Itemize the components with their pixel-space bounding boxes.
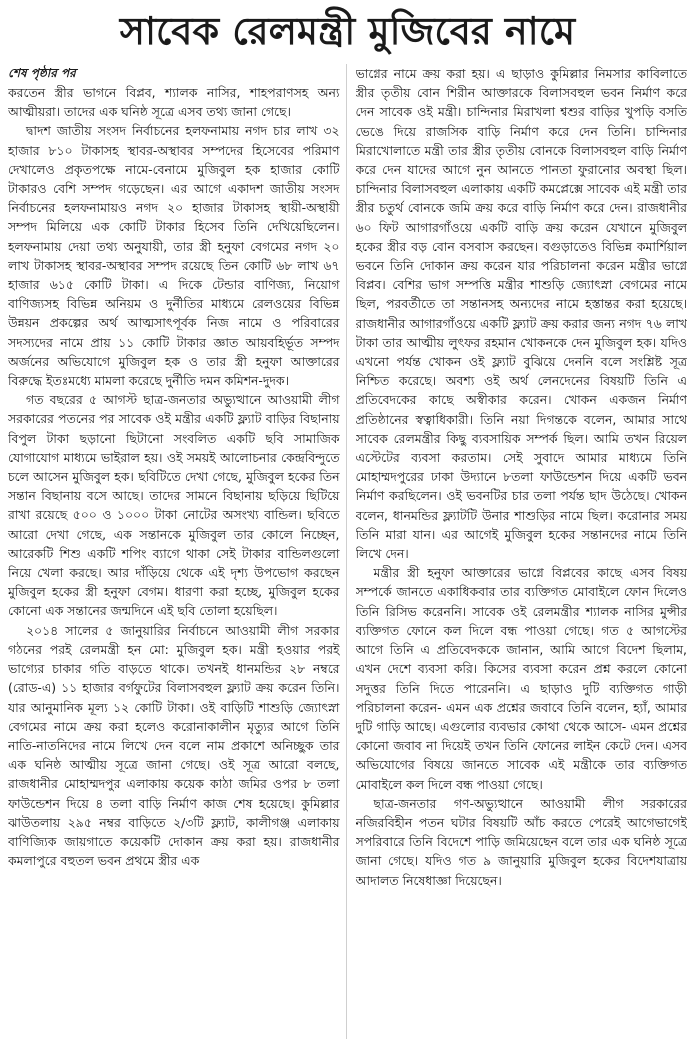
article-body — [8, 64, 687, 1039]
paragraph: করতেন স্ত্রীর ভাগনে বিপ্লব, শ্যালক নাসির, শাহপরাণসহ অন্য আত্মীয়রা। তাদের এক ঘনিষ্ঠ সূত্রে এসব তথ্য জানা গেছে। — [8, 85, 340, 120]
paragraph: মন্ত্রীর স্ত্রী হনুফা আক্তারের ভাগ্নে বিপ্লবের কাছে এসব বিষয় সম্পর্কে জানতে একাধিকবার তার ব্যক্তিগত মোবাইলে ফোন দিলেও তিনি রিসিভ করেননি। সাবেক ওই রেলমন্ত্রীর শ্যালক নাসির মুন্সীর ব্যক্তিগত ফোনে কল দিলে বন্ধ পাওয়া গেছে। গত ৫ আগস্টের আগে তিনি এ প্রতিবেদককে জানান, আমি আগে বিদেশ ছিলাম, এখন দেশে ব্যবসা করি। কিসের ব্যবসা করেন প্রশ্ন করলে কোনো সদুত্তর তিনি দিতে পারেননি। এ ছাড়াও দুটি ব্যক্তিগত গাড়ী পরিচালনা করেন- এমন এক প্রশ্নের জবাবে তিনি বলেন, হ্যাঁ, আমার দুটি গাড়ি আছে। এগুলোর ব্যবভার কোথা থেকে আসে- এমন প্রশ্নের কোনো জবাব না দিয়েই তখন তিনি ফোনের লাইন কেটে দেন। এসব অভিযোগের বিষয়ে জানতে সাবেক এই মন্ত্রীকে তার ব্যক্তিগত মোবাইলে কল দিলে বন্ধ পাওয়া গেছে। — [355, 565, 687, 792]
right-column — [356, 64, 688, 1039]
paragraph: গত বছরের ৫ আগস্ট ছাত্র-জনতার অভ্যুত্থানে আওয়ামী লীগ সরকারের পতনের পর সাবেক ওই মন্ত্রীর একটি ফ্ল্যাট বাড়ির বিছানায় বিপুল টাকা ছড়ানো ছিটানো সংবলিত একটি ছবি সামাজিক যোগাযোগ মাধ্যমে ভাইরাল হয়। ওই সময়ই আলোচনার কেন্দ্রবিন্দুতে চলে আসেন মুজিবুল হক। ছবিটিতে দেখা গেছে, মুজিবুল হকের তিন সন্তান বিছানায় বসে আছে। তাদের সামনে বিছানায় ছড়িয়ে ছিটিয়ে রাখা রয়েছে ৫০০ ও ১০০০ টাকা নোটের অসংখ্য বান্ডিল। ছবিতে আরো দেখা গেছে, এক সন্তানকে মুজিবুল তার কোলে নিচ্ছেন, আরেকটি শিশু একটি শপিং ব্যাগে থাকা সেই টাকার বান্ডিলগুলো নিয়ে খেলা করছে। আর দাঁড়িয়ে থেকে এই দৃশ্য উপভোগ করছেন মুজিবুল হকের স্ত্রী হনুফা বেগম। ধারণা করা হচ্ছে, মুজিবুল হকের কোনো এক সন্তানের জন্মদিনে এই ছবি তোলা হয়েছিল। — [8, 392, 340, 619]
headline: সাবেক রেলমন্ত্রী মুজিবের নামে — [119, 9, 576, 53]
left-column — [8, 64, 340, 1039]
continued-from-label: শেষ পৃষ্ঠার পর — [8, 66, 76, 80]
paragraph: ছাত্র-জনতার গণ-অভ্যুত্থানে আওয়ামী লীগ সরকারের নজিরবিহীন পতন ঘটার বিষয়টি আঁচ করতে পেরেই আগেভাগেই সপরিবারে তিনি বিদেশে পাড়ি জমিয়েছেন বলে তার এক ঘনিষ্ঠ সূত্রে জানা গেছে। যদিও গত ৯ জানুয়ারি মুজিবুল হকের বিদেশযাত্রায় আদালত নিষেধাজ্ঞা দিয়েছেন। — [355, 795, 687, 888]
paragraph: ২০১৪ সালের ৫ জানুয়ারির নির্বাচনে আওয়ামী লীগ সরকার গঠনের পরই রেলমন্ত্রী হন মো: মুজিবুল হক। মন্ত্রী হওয়ার পরই ভাগ্যের চাকার গতি বাড়তে থাকে। তখনই ধানমন্ডির ২৮ নম্বরে (রোড-এ) ১১ হাজার বর্গফুটের বিলাসবহুল ফ্ল্যাট ক্রয় করেন তিনি। যার আনুমানিক মূল্য ১২ কোটি টাকা। ওই বাড়িটি শাশুড়ি জ্যোৎস্না বেগমের নামে ক্রয় করা হলেও করোনাকালীন মৃত্যুর আগে তিনি নাতি-নাতনিদের নামে লিখে দেন বলে নাম প্রকাশে অনিচ্ছুক তার এক ঘনিষ্ঠ আত্মীয় সূত্রে জানা গেছে। ওই সূত্র আরো বলছে, রাজধানীর মোহাম্মদপুর এলাকায় কয়েক কাঠা জমির ওপর ৮ তলা ফাউন্ডেশন দিয়ে ৪ তলা বাড়ি নির্মাণ কাজ শেষ হয়েছে। কুমিল্লার ঝাউতলায় ২৯৫ নম্বর বাড়িতে ২/৩টি ফ্ল্যাট, কালীগঞ্জ এলাকায় বাণিজ্যিক জায়গাতে কয়েকটি দোকান ক্রয় করা হয়। রাজধানীর কমলাপুরে বহুতল ভবন প্রথমে স্ত্রীর এক — [8, 622, 340, 869]
paragraph: দ্বাদশ জাতীয় সংসদ নির্বাচনের হলফনামায় নগদ চার লাখ ৩২ হাজার ৮১০ টাকাসহ স্থাবর-অস্থাবর সম্পদের হিসেবের পরিমাণ দেখালেও প্রকৃতপক্ষে নামে-বেনামে মুজিবুল হক হাজার কোটি টাকারও বেশি সম্পদ গড়েছেন। এর আগে একাদশ জাতীয় সংসদ নির্বাচনের হলফনামায়ও নগদ ২০ হাজার টাকাসহ স্থায়ী-অস্থায়ী সম্পদ মিলিয়ে এক কোটি টাকার হিসেব তিনি দেখিয়েছিলেন। হলফনামায় দেয়া তথ্য অনুযায়ী, তার স্ত্রী হনুফা বেগমের নগদ ২০ লাখ টাকাসহ স্থাবর-অস্থাবর সম্পদ রয়েছে তিন কোটি ৬৮ লাখ ৬৭ হাজার ৬১৫ কোটি টাকা। এ দিকে টেন্ডার বাণিজ্য, নিয়োগ বাণিজ্যসহ বিভিন্ন অনিয়ম ও দুর্নীতির মাধ্যমে রেলওয়ের বিভিন্ন উন্নয়ন প্রকল্পের অর্থ আত্মসাৎপূর্বক নিজ নামে ও পরিবারের সদস্যদের নামে প্রায় ১১ কোটি টাকার জ্ঞাত আয়বহির্ভূত সম্পদ অর্জনের অভিযোগে মুজিবুল হক ও তার স্ত্রী হনুফা আক্তারের বিরুদ্ধে ইতঃমধ্যে মামলা করেছে দুর্নীতি দমন কমিশন-দুদক। — [8, 123, 340, 389]
paragraph: ভাগ্নের নামে ক্রয় করা হয়। এ ছাড়াও কুমিল্লার নিমসার কাবিলাতে স্ত্রীর তৃতীয় বোন শিরীন আক্তারকে বিলাসবহুল ভবন নির্মাণ করে দেন সাবেক ওই মন্ত্রী। চান্দিনার মিরাখলা শ্বশুর বাড়ির খুপড়ি বসতি ভেঙে দিয়ে রাজসিক বাড়ি নির্মাণ করে দেন তিনি। চান্দিনার মিরাখোলাতে মন্ত্রী তার স্ত্রীর তৃতীয় বোনকে বিলাসবহুল বাড়ি নির্মাণ করে দেন যাদের আগে নুন আনতে পানতা ফুরানোর অবস্থা ছিল। চান্দিনার বিলাসবহুল এলাকায় একটি কমপ্লেক্সে সাবেক এই মন্ত্রী তার স্ত্রীর চতুর্থ বোনকে জমি ক্রয় করে বাড়ি নির্মাণ করে দেন। রাজধানীর ৬০ ফিট আগারগাঁওয়ে একটি বাড়ি ক্রয় করেন যেখানে মুজিবুল হকের স্ত্রীর বড় বোন বসবাস করছেন। বগুড়াতেও বিভিন্ন কমার্শিয়াল ভবনে তিনি দোকান ক্রয় করেন যার পরিচালনা করেন মন্ত্রীর ভাগ্নে বিপ্লব। বেশির ভাগ সম্পত্তি মন্ত্রীর শাশুড়ি জ্যোৎস্না বেগমের নামে ছিল, পরবর্তীতে তা সন্তানসহ অন্যদের নামে হস্তান্তর করা হয়েছে। রাজধানীর আগারগাঁওয়ে একটি ফ্ল্যাট ক্রয় করার জন্য নগদ ৭৬ লাখ টাকা তার আত্মীয় লুৎফর রহমান খোকনকে দেন মুজিবুল হক। যদিও এখনো পর্যন্ত খোকন ওই ফ্ল্যাট বুঝিয়ে দেননি বলে সংশ্লিষ্ট সূত্র নিশ্চিত করেছে। অবশ্য ওই অর্থ লেনদেনের বিষয়টি তিনি এ প্রতিবেদকের কাছে অস্বীকার করেন। খোকন একজন নির্মাণ প্রতিষ্ঠানের স্বত্বাধিকারী। তিনি নয়া দিগন্তকে বলেন, আমার সাথে সাবেক রেলমন্ত্রীর কিছু ব্যবসায়িক সম্পর্ক ছিল। আমি তখন রিয়েল এস্টেটের ব্যবসা করতাম। সেই সুবাদে আমার মাধ্যমে তিনি মোহাম্মদপুরের ঢাকা উদ্যানে ৮তলা ফাউন্ডেশন দিয়ে একটি ভবন নির্মাণ করছিলেন। ওই ভবনটির চার তলা পর্যন্ত ছাদ উঠেছে। খোকন বলেন, ধানমন্ডির ফ্ল্যাটটি উনার শাশুড়ির নামে ছিল। করোনার সময় তিনি মারা যান। এর আগেই মুজিবুল হকের সন্তানদের নামে তিনি লিখে দেন। — [355, 66, 687, 562]
column-divider — [346, 64, 347, 1039]
